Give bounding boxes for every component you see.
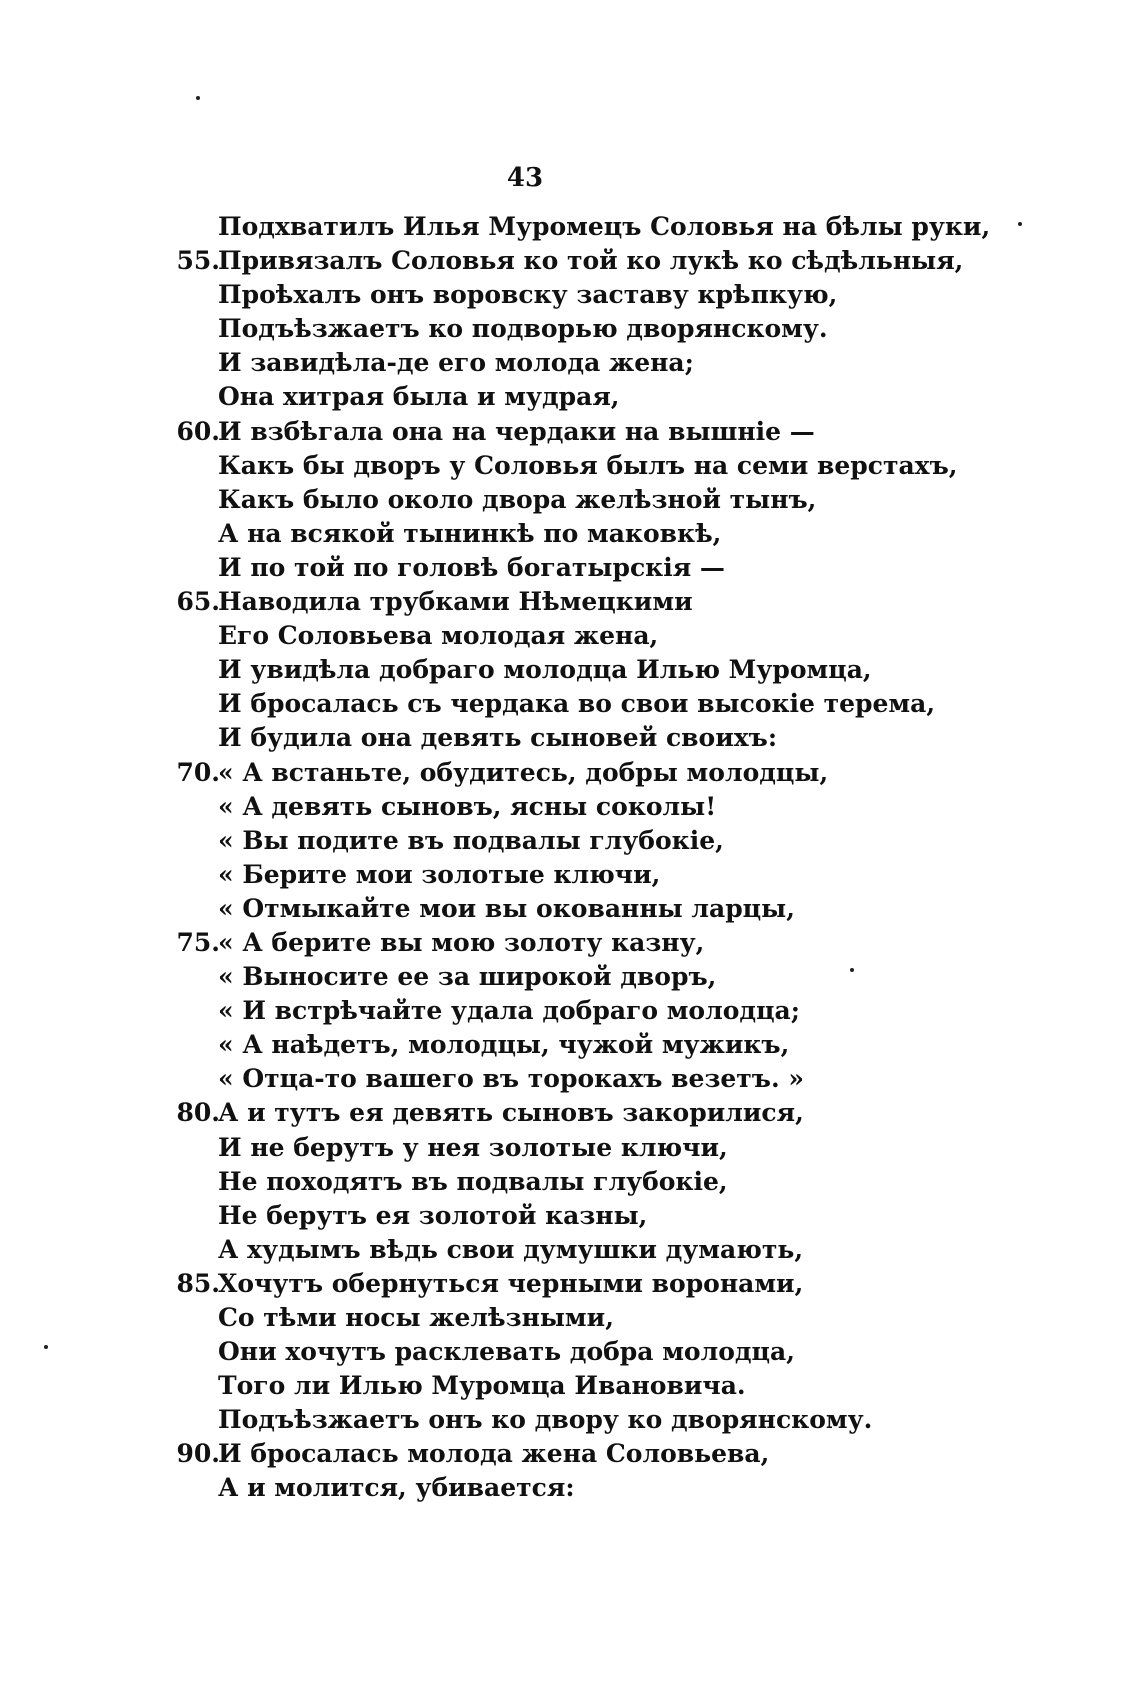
line-text: А на всякой тынинкѣ по маковкѣ, bbox=[218, 518, 722, 548]
verse-line bbox=[0, 278, 1140, 312]
line-text: И завидѣла-де его молода жена; bbox=[218, 348, 694, 378]
verse-line bbox=[0, 1267, 1140, 1301]
verse-line bbox=[0, 1028, 1140, 1062]
line-text: Подъѣзжаетъ онъ ко двору ко дворянскому. bbox=[218, 1405, 873, 1435]
line-text: А худымъ вѣдь свои думушки думають, bbox=[218, 1234, 804, 1264]
line-text: И будила она девять сыновей своихъ: bbox=[218, 723, 778, 753]
line-number: 65. bbox=[176, 587, 220, 617]
verse-line bbox=[0, 449, 1140, 483]
verse-line bbox=[0, 824, 1140, 858]
verse-line bbox=[0, 1301, 1140, 1335]
line-text: А и тутъ ея девять сыновъ закорилися, bbox=[218, 1098, 804, 1128]
verse-line bbox=[0, 415, 1140, 449]
line-number: 60. bbox=[176, 416, 220, 446]
verse-line bbox=[0, 960, 1140, 994]
line-text: Со тѣми носы желѣзными, bbox=[218, 1303, 614, 1332]
line-text: И взбѣгала она на чердаки на вышніе — bbox=[218, 416, 815, 446]
verse-line bbox=[0, 346, 1140, 380]
line-text: И увидѣла добраго молодца Илью Муромца, bbox=[218, 655, 872, 685]
verse-line bbox=[0, 483, 1140, 517]
verse-line bbox=[0, 1471, 1140, 1505]
line-text: « Выносите ее за широкой дворъ, bbox=[218, 962, 717, 992]
line-text: « А берите вы мою золоту казну, bbox=[218, 927, 705, 957]
verse-line bbox=[0, 790, 1140, 824]
verse-line bbox=[0, 551, 1140, 585]
line-text: Наводила трубками Нѣмецкими bbox=[218, 587, 693, 617]
line-text: Проѣхалъ онъ воровску заставу крѣпкую, bbox=[218, 280, 838, 310]
verse-line bbox=[0, 619, 1140, 653]
line-text: Того ли Илью Муромца Ивановича. bbox=[218, 1371, 746, 1401]
line-text: Подъѣзжаетъ ко подворью дворянскому. bbox=[218, 314, 828, 344]
line-text: « А девять сыновъ, ясны соколы! bbox=[218, 791, 717, 821]
line-text: Его Соловьева молодая жена, bbox=[218, 621, 659, 651]
line-text: Они хочутъ расклевать добра молодца, bbox=[218, 1337, 795, 1367]
verse-line bbox=[0, 1165, 1140, 1199]
verse-line bbox=[0, 892, 1140, 926]
line-number: 90. bbox=[176, 1439, 220, 1469]
verse-line bbox=[0, 585, 1140, 619]
speck bbox=[196, 96, 200, 100]
line-number: 70. bbox=[176, 757, 220, 787]
page-number: 43 bbox=[506, 163, 544, 193]
verse-line bbox=[0, 721, 1140, 755]
verse-line bbox=[0, 1233, 1140, 1267]
verse-line bbox=[0, 1096, 1140, 1130]
line-text: « И встрѣчайте удала добраго молодца; bbox=[218, 996, 800, 1026]
verse-line bbox=[0, 1335, 1140, 1369]
verse-line bbox=[0, 994, 1140, 1028]
line-text: И по той по головѣ богатырскія — bbox=[218, 552, 725, 582]
line-text: « А встаньте, обудитесь, добры молодцы, bbox=[218, 757, 829, 787]
line-text: Какъ бы дворъ у Соловья былъ на семи верстахъ, bbox=[218, 450, 958, 480]
verse-line bbox=[0, 380, 1140, 414]
line-text: « Берите мои золотые ключи, bbox=[218, 859, 661, 889]
poem bbox=[0, 210, 1140, 1506]
verse-line bbox=[0, 244, 1140, 278]
line-text: « Отмыкайте мои вы окованны ларцы, bbox=[218, 893, 795, 923]
verse-line bbox=[0, 1403, 1140, 1437]
line-text: Не берутъ ея золотой казны, bbox=[218, 1200, 648, 1230]
line-text: И бросалась молода жена Соловьева, bbox=[218, 1439, 770, 1469]
line-number: 80. bbox=[176, 1098, 220, 1128]
verse-line bbox=[0, 210, 1140, 244]
verse-line bbox=[0, 1369, 1140, 1403]
line-text: И не берутъ у нея золотые ключи, bbox=[218, 1132, 728, 1162]
line-text: « Отца-то вашего въ торокахъ везетъ. » bbox=[218, 1064, 804, 1094]
line-text: Она хитрая была и мудрая, bbox=[218, 382, 620, 412]
verse-line bbox=[0, 312, 1140, 346]
line-text: И бросалась съ чердака во свои высокіе терема, bbox=[218, 689, 936, 719]
verse-line bbox=[0, 653, 1140, 687]
verse-line bbox=[0, 1437, 1140, 1471]
line-number: 55. bbox=[176, 246, 220, 276]
line-text: Подхватилъ Илья Муромецъ Соловья на бѣлы руки, bbox=[218, 212, 991, 241]
line-text: « Вы подите въ подвалы глубокіе, bbox=[218, 825, 724, 855]
line-number: 85. bbox=[176, 1268, 220, 1298]
verse-line bbox=[0, 858, 1140, 892]
verse-line bbox=[0, 756, 1140, 790]
verse-line bbox=[0, 1131, 1140, 1165]
line-text: Хочутъ обернуться черными воронами, bbox=[218, 1268, 804, 1298]
line-text: Какъ было около двора желѣзной тынъ, bbox=[218, 484, 817, 514]
line-number: 75. bbox=[176, 927, 220, 957]
verse-line bbox=[0, 687, 1140, 721]
line-text: Не походятъ въ подвалы глубокіе, bbox=[218, 1166, 728, 1196]
line-text: « А наѣдетъ, молодцы, чужой мужикъ, bbox=[218, 1030, 790, 1060]
line-text: Привязалъ Соловья ко той ко лукѣ ко сѣдѣльныя, bbox=[218, 246, 964, 276]
verse-line bbox=[0, 1062, 1140, 1096]
verse-line bbox=[0, 926, 1140, 960]
verse-line bbox=[0, 517, 1140, 551]
verse-line bbox=[0, 1199, 1140, 1233]
line-text: А и молится, убивается: bbox=[218, 1473, 575, 1503]
